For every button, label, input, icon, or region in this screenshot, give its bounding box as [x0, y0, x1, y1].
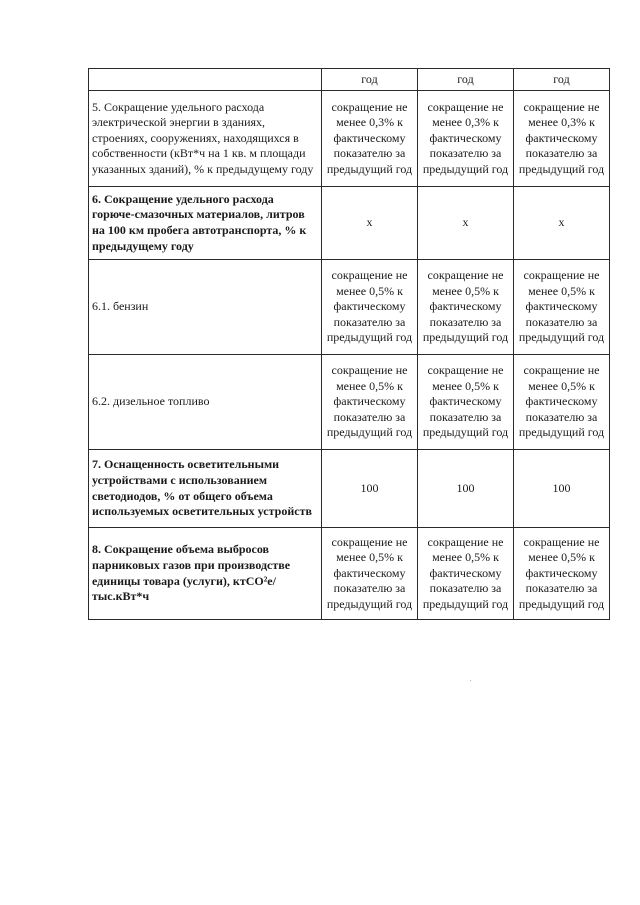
value-cell: сокращение не менее 0,5% к фактическому показателю за предыдущий год: [514, 260, 610, 355]
table-row: [89, 450, 610, 528]
value-cell: сокращение не менее 0,5% к фактическому показателю за предыдущий год: [418, 260, 514, 355]
value-cell: сокращение не менее 0,5% к фактическому показателю за предыдущий год: [322, 528, 418, 620]
table-row: [89, 528, 610, 620]
value-cell: 100: [418, 450, 514, 528]
row-label-cell: 8. Сокращение объема выбросов парниковых газов при производстве единицы товара (услуги), ктСО²е/тыс.кВт*ч: [89, 528, 322, 620]
value-cell: x: [322, 187, 418, 260]
value-cell: сокращение не менее 0,5% к фактическому показателю за предыдущий год: [418, 355, 514, 450]
value-cell: сокращение не менее 0,3% к фактическому показателю за предыдущий год: [514, 91, 610, 187]
row-label-cell: 5. Сокращение удельного расхода электрической энергии в зданиях, строениях, сооружениях, находящихся в собственности (кВт*ч на 1 кв. м площади указанных зданий), % к предыдущему году: [89, 91, 322, 187]
scan-speck: [470, 680, 471, 681]
value-cell: сокращение не менее 0,5% к фактическому показателю за предыдущий год: [514, 355, 610, 450]
value-cell: x: [514, 187, 610, 260]
value-cell: сокращение не менее 0,5% к фактическому показателю за предыдущий год: [514, 528, 610, 620]
row-label-cell: [89, 69, 322, 91]
value-cell: сокращение не менее 0,5% к фактическому показателю за предыдущий год: [322, 260, 418, 355]
table-row: [89, 260, 610, 355]
table-row: [89, 355, 610, 450]
table-row: [89, 91, 610, 187]
row-label-cell: 6.1. бензин: [89, 260, 322, 355]
value-cell: x: [418, 187, 514, 260]
value-cell: год: [514, 69, 610, 91]
value-cell: сокращение не менее 0,3% к фактическому показателю за предыдущий год: [418, 91, 514, 187]
table-row: [89, 187, 610, 260]
value-cell: сокращение не менее 0,5% к фактическому показателю за предыдущий год: [322, 355, 418, 450]
value-cell: год: [322, 69, 418, 91]
table-row: [89, 69, 610, 91]
value-cell: сокращение не менее 0,5% к фактическому показателю за предыдущий год: [418, 528, 514, 620]
value-cell: сокращение не менее 0,3% к фактическому показателю за предыдущий год: [322, 91, 418, 187]
row-label-cell: 6.2. дизельное топливо: [89, 355, 322, 450]
value-cell: 100: [514, 450, 610, 528]
indicators-table: [88, 68, 610, 620]
row-label-cell: 7. Оснащенность осветительными устройствами с использованием светодиодов, % от общего объема используемых осветительных устройств: [89, 450, 322, 528]
value-cell: 100: [322, 450, 418, 528]
row-label-cell: 6. Сокращение удельного расхода горюче-смазочных материалов, литров на 100 км пробега автотранспорта, % к предыдущему году: [89, 187, 322, 260]
value-cell: год: [418, 69, 514, 91]
